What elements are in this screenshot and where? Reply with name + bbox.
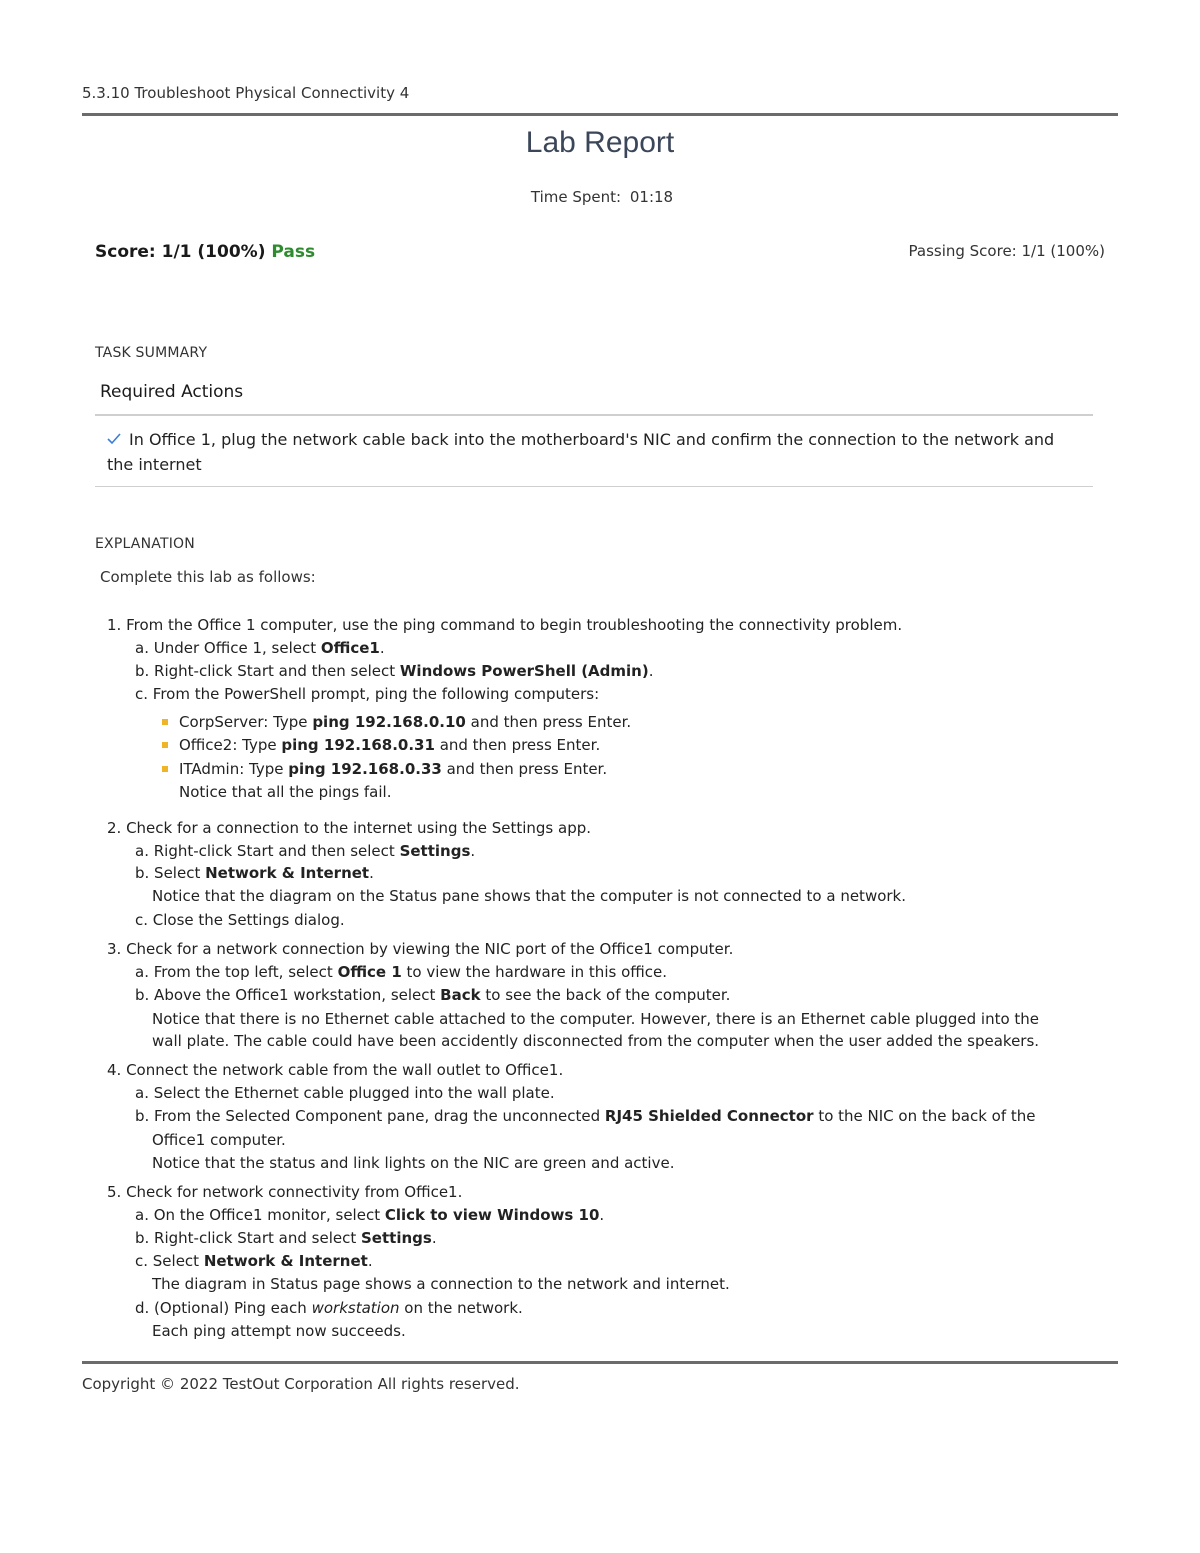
step-5d-note: Each ping attempt now succeeds. bbox=[152, 1322, 406, 1340]
step-2c: c. Close the Settings dialog. bbox=[135, 911, 345, 929]
step-1c-item: ITAdmin: Type ping 192.168.0.33 and then press Enter. bbox=[179, 760, 608, 778]
step-4b-cont: Office1 computer. bbox=[152, 1131, 286, 1149]
step-5b: b. Right-click Start and select Settings. bbox=[135, 1229, 437, 1247]
step-3b: b. Above the Office1 workstation, select Back to see the back of the computer. bbox=[135, 986, 731, 1004]
explanation-intro: Complete this lab as follows: bbox=[100, 568, 316, 586]
step-5d: d. (Optional) Ping each workstation on the network. bbox=[135, 1299, 523, 1317]
step-3b-note-cont: wall plate. The cable could have been accidently disconnected from the computer when the user added the speakers. bbox=[152, 1032, 1040, 1050]
step-5a: a. On the Office1 monitor, select Click to view Windows 10. bbox=[135, 1206, 605, 1224]
step-4b-note: Notice that the status and link lights on the NIC are green and active. bbox=[152, 1154, 675, 1172]
pass-status: Pass bbox=[271, 242, 316, 262]
step-2b: b. Select Network & Internet. bbox=[135, 864, 374, 882]
step-1a: a. Under Office 1, select Office1. bbox=[135, 639, 385, 657]
bullet-icon bbox=[162, 742, 168, 748]
document-header: 5.3.10 Troubleshoot Physical Connectivity 4 bbox=[82, 84, 410, 102]
time-spent bbox=[0, 188, 1200, 206]
required-action-text-line2: the internet bbox=[107, 455, 202, 474]
required-action-text-line1: In Office 1, plug the network cable back into the motherboard's NIC and confirm the connection to the network and bbox=[129, 430, 1055, 449]
page-title: Lab Report bbox=[525, 126, 675, 159]
bullet-icon bbox=[162, 766, 168, 772]
checkmark-icon bbox=[107, 427, 129, 452]
step-2: 2. Check for a connection to the internet using the Settings app. bbox=[107, 819, 592, 837]
header-divider bbox=[82, 113, 1118, 116]
bullet-icon bbox=[162, 719, 168, 725]
step-4b: b. From the Selected Component pane, drag the unconnected RJ45 Shielded Connector to the NIC on the back of the bbox=[135, 1107, 1036, 1125]
step-2b-note: Notice that the diagram on the Status pane shows that the computer is not connected to a network. bbox=[152, 887, 907, 905]
footer-divider bbox=[82, 1361, 1118, 1364]
step-1: 1. From the Office 1 computer, use the ping command to begin troubleshooting the connectivity problem. bbox=[107, 616, 903, 634]
required-actions-divider bbox=[95, 414, 1093, 416]
explanation-heading: EXPLANATION bbox=[95, 536, 195, 552]
step-5c: c. Select Network & Internet. bbox=[135, 1252, 373, 1270]
task-summary-heading: TASK SUMMARY bbox=[95, 345, 208, 361]
step-5: 5. Check for network connectivity from Office1. bbox=[107, 1183, 463, 1201]
step-1b: b. Right-click Start and then select Windows PowerShell (Admin). bbox=[135, 662, 654, 680]
score-value: Score: 1/1 (100%) bbox=[95, 242, 266, 262]
step-3b-note: Notice that there is no Ethernet cable attached to the computer. However, there is an Ethernet cable plugged into the bbox=[152, 1010, 1040, 1028]
score bbox=[95, 242, 315, 262]
time-spent-value: 01:18 bbox=[629, 188, 674, 206]
step-3a: a. From the top left, select Office 1 to view the hardware in this office. bbox=[135, 963, 667, 981]
step-1c-item: Office2: Type ping 192.168.0.31 and then press Enter. bbox=[179, 736, 601, 754]
step-2a: a. Right-click Start and then select Settings. bbox=[135, 842, 476, 860]
step-1c-item: CorpServer: Type ping 192.168.0.10 and then press Enter. bbox=[179, 713, 632, 731]
step-1c-note: Notice that all the pings fail. bbox=[179, 783, 392, 801]
step-3: 3. Check for a network connection by viewing the NIC port of the Office1 computer. bbox=[107, 940, 734, 958]
copyright: Copyright © 2022 TestOut Corporation All rights reserved. bbox=[82, 1375, 520, 1393]
step-5c-note: The diagram in Status page shows a connection to the network and internet. bbox=[152, 1275, 730, 1293]
step-1c: c. From the PowerShell prompt, ping the following computers: bbox=[135, 685, 600, 703]
step-4: 4. Connect the network cable from the wall outlet to Office1. bbox=[107, 1061, 564, 1079]
required-actions-bottom-divider bbox=[95, 486, 1093, 487]
required-actions-heading: Required Actions bbox=[100, 382, 244, 402]
time-spent-label: Time Spent: bbox=[530, 188, 622, 206]
step-4a: a. Select the Ethernet cable plugged into the wall plate. bbox=[135, 1084, 555, 1102]
required-action-item bbox=[107, 427, 1092, 477]
passing-score: Passing Score: 1/1 (100%) bbox=[908, 242, 1105, 260]
